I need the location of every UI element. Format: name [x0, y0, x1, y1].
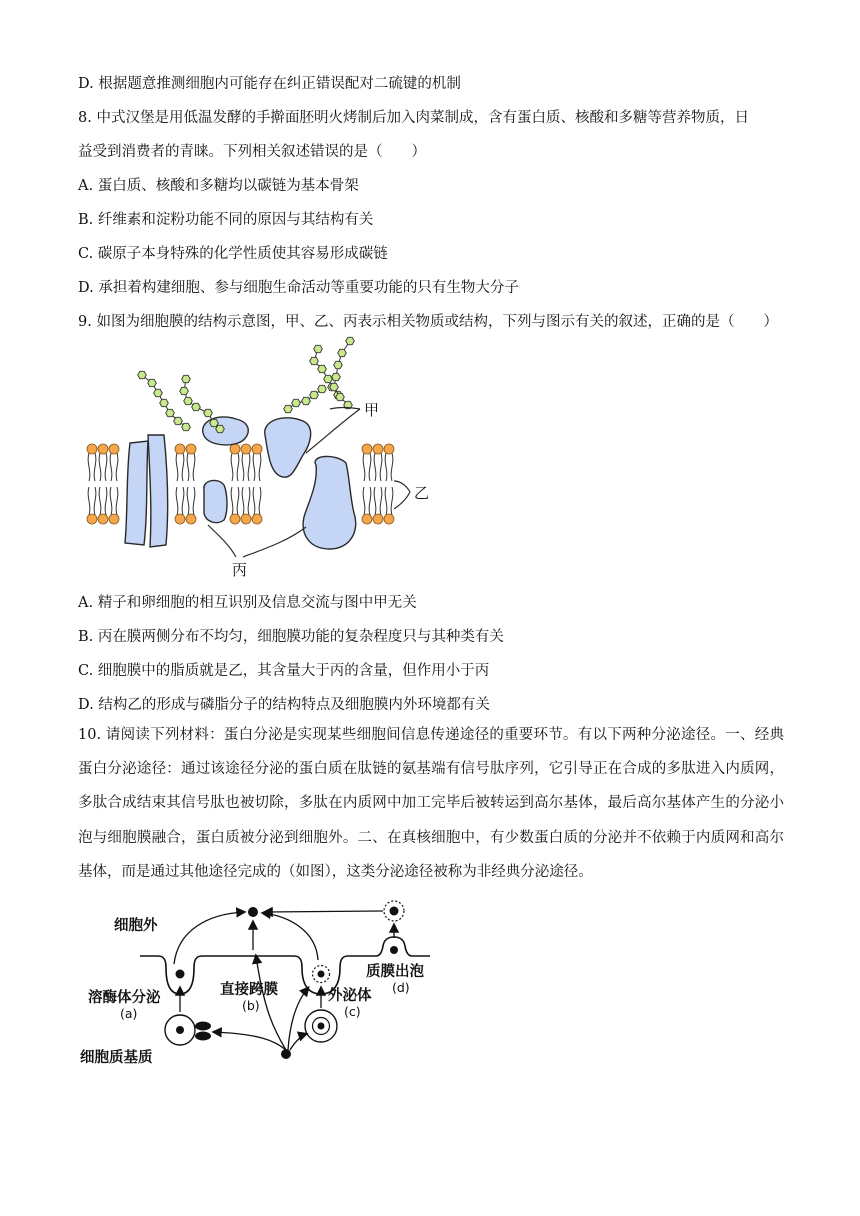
- q8-option-c: C. 碳原子本身特殊的化学性质使其容易形成碳链: [78, 246, 388, 262]
- sugar-unit: [182, 423, 191, 430]
- q8-stem-line1: 8. 中式汉堡是用低温发酵的手擀面胚明火烤制后加入肉菜制成，含有蛋白质、核酸和多糖等营养物质，日: [78, 110, 749, 126]
- sugar-unit: [154, 389, 163, 396]
- cytosolic-protein: [281, 1049, 291, 1059]
- phospholipid-head: [384, 514, 394, 524]
- label-bing: 丙: [232, 561, 248, 579]
- phospholipid-head: [362, 514, 372, 524]
- sugar-unit: [182, 375, 191, 382]
- sugar-unit: [174, 417, 183, 424]
- sugar-unit: [324, 375, 333, 382]
- label-path-b: 直接跨膜: [220, 982, 278, 998]
- sugar-unit: [284, 405, 293, 412]
- cell-membrane-diagram: [78, 335, 458, 585]
- q9-option-d: D. 结构乙的形成与磷脂分子的结构特点及细胞膜内外环境都有关: [78, 697, 490, 713]
- phospholipid-head: [186, 444, 196, 454]
- sugar-unit: [180, 387, 189, 394]
- sugar-unit: [330, 383, 339, 390]
- q8-stem-line2: 益受到消费者的青睐。下列相关叙述错误的是（ ）: [78, 144, 426, 160]
- sugar-unit: [318, 365, 327, 372]
- q7-option-d: D. 根据题意推测细胞内可能存在纠正错误配对二硫键的机制: [78, 76, 461, 92]
- phospholipid-head: [175, 444, 185, 454]
- sugar-unit: [160, 399, 169, 406]
- sugar-unit: [302, 397, 311, 404]
- phospholipid-head: [87, 514, 97, 524]
- phospholipid-head: [373, 444, 383, 454]
- phospholipid-head: [230, 514, 240, 524]
- q8-option-a: A. 蛋白质、核酸和多糖均以碳链为基本骨架: [78, 178, 359, 194]
- sugar-unit: [332, 373, 341, 380]
- phospholipid-head: [109, 514, 119, 524]
- phospholipid-head: [252, 514, 262, 524]
- phospholipid-head: [230, 444, 240, 454]
- glycocalyx-chains: [138, 337, 355, 432]
- sugar-unit: [166, 409, 175, 416]
- phospholipid-head: [87, 444, 97, 454]
- embedded-protein-upper: [265, 418, 311, 477]
- label-path-a: 溶酶体分泌: [88, 990, 161, 1006]
- q8-option-d: D. 承担着构建细胞、参与细胞生命活动等重要功能的只有生物大分子: [78, 280, 519, 296]
- sugar-unit: [346, 337, 355, 344]
- q9-option-c: C. 细胞膜中的脂质就是乙，其含量大于丙的含量，但作用小于丙: [78, 663, 490, 679]
- sugar-unit: [204, 409, 213, 416]
- q9-stem: 9. 如图为细胞膜的结构示意图，甲、乙、丙表示相关物质或结构，下列与图示有关的叙述，正确的是（ ）: [78, 314, 778, 330]
- label-path-c: 外泌体: [328, 988, 372, 1004]
- sugar-unit: [148, 379, 157, 386]
- q9-option-a: A. 精子和卵细胞的相互识别及信息交流与图中甲无关: [78, 595, 417, 611]
- sugar-unit: [314, 345, 323, 352]
- secretion-pathway-diagram: [78, 890, 448, 1080]
- label-path-d-tag: (d): [392, 980, 410, 995]
- phospholipid-head: [98, 514, 108, 524]
- phospholipid-head: [373, 514, 383, 524]
- sugar-unit: [336, 393, 345, 400]
- q9-option-b: B. 丙在膜两侧分布不均匀，细胞膜功能的复杂程度只与其种类有关: [78, 629, 504, 645]
- sugar-unit: [216, 425, 225, 432]
- label-path-b-tag: (b): [242, 998, 260, 1013]
- transmembrane-protein-right: [303, 456, 356, 549]
- sugar-unit: [292, 399, 301, 406]
- sugar-unit: [318, 385, 327, 392]
- sugar-unit: [310, 391, 319, 398]
- label-extracellular: 细胞外: [114, 918, 158, 934]
- phospholipid-head: [362, 444, 372, 454]
- sugar-unit: [334, 361, 343, 368]
- peripheral-protein-upper: [203, 417, 249, 445]
- sugar-unit: [310, 357, 319, 364]
- secreted-protein-a: [176, 970, 185, 979]
- label-path-d: 质膜出泡: [366, 964, 424, 980]
- label-path-a-tag: (a): [120, 1006, 138, 1021]
- sugar-unit: [192, 403, 201, 410]
- phospholipid-head: [175, 514, 185, 524]
- sugar-unit: [210, 419, 219, 426]
- label-jia: 甲: [364, 401, 380, 419]
- label-cytoplasm: 细胞质基质: [80, 1050, 153, 1066]
- transmembrane-protein-left: [125, 435, 168, 547]
- sugar-unit: [338, 349, 347, 356]
- bleb-protein: [390, 946, 398, 954]
- q8-option-b: B. 纤维素和淀粉功能不同的原因与其结构有关: [78, 212, 374, 228]
- extracellular-protein: [248, 907, 258, 917]
- phospholipid-head: [98, 444, 108, 454]
- phospholipid-head: [109, 444, 119, 454]
- phospholipid-head: [384, 444, 394, 454]
- embedded-protein-lower-small: [204, 480, 227, 522]
- phospholipid-head: [186, 514, 196, 524]
- phospholipid-head: [252, 444, 262, 454]
- phospholipid-head: [241, 444, 251, 454]
- sugar-unit: [184, 397, 193, 404]
- q10-paragraph: 10. 请阅读下列材料：蛋白分泌是实现某些细胞间信息传递途径的重要环节。有以下两种分泌途径。一、经典蛋白分泌途径：通过该途径分泌的蛋白质在肽链的氨基端有信号肽序列，它引导正在合成的多肽进入内质网，多肽合成结束其信号肽也被切除，多肽在内质网中加工完毕后被转运到高尔基体，最后高尔基体产生的分泌小泡与细胞膜融合，蛋白质被分泌到细胞外。二、在真核细胞中，有少数蛋白质的分泌并不依赖于内质网和高尔基体，而是通过其他途径完成的（如图），这类分泌途径被称为非经典分泌途径。: [78, 727, 784, 880]
- label-yi: 乙: [414, 484, 430, 502]
- phospholipid-head: [241, 514, 251, 524]
- sugar-unit: [138, 371, 147, 378]
- label-path-c-tag: (c): [344, 1004, 361, 1019]
